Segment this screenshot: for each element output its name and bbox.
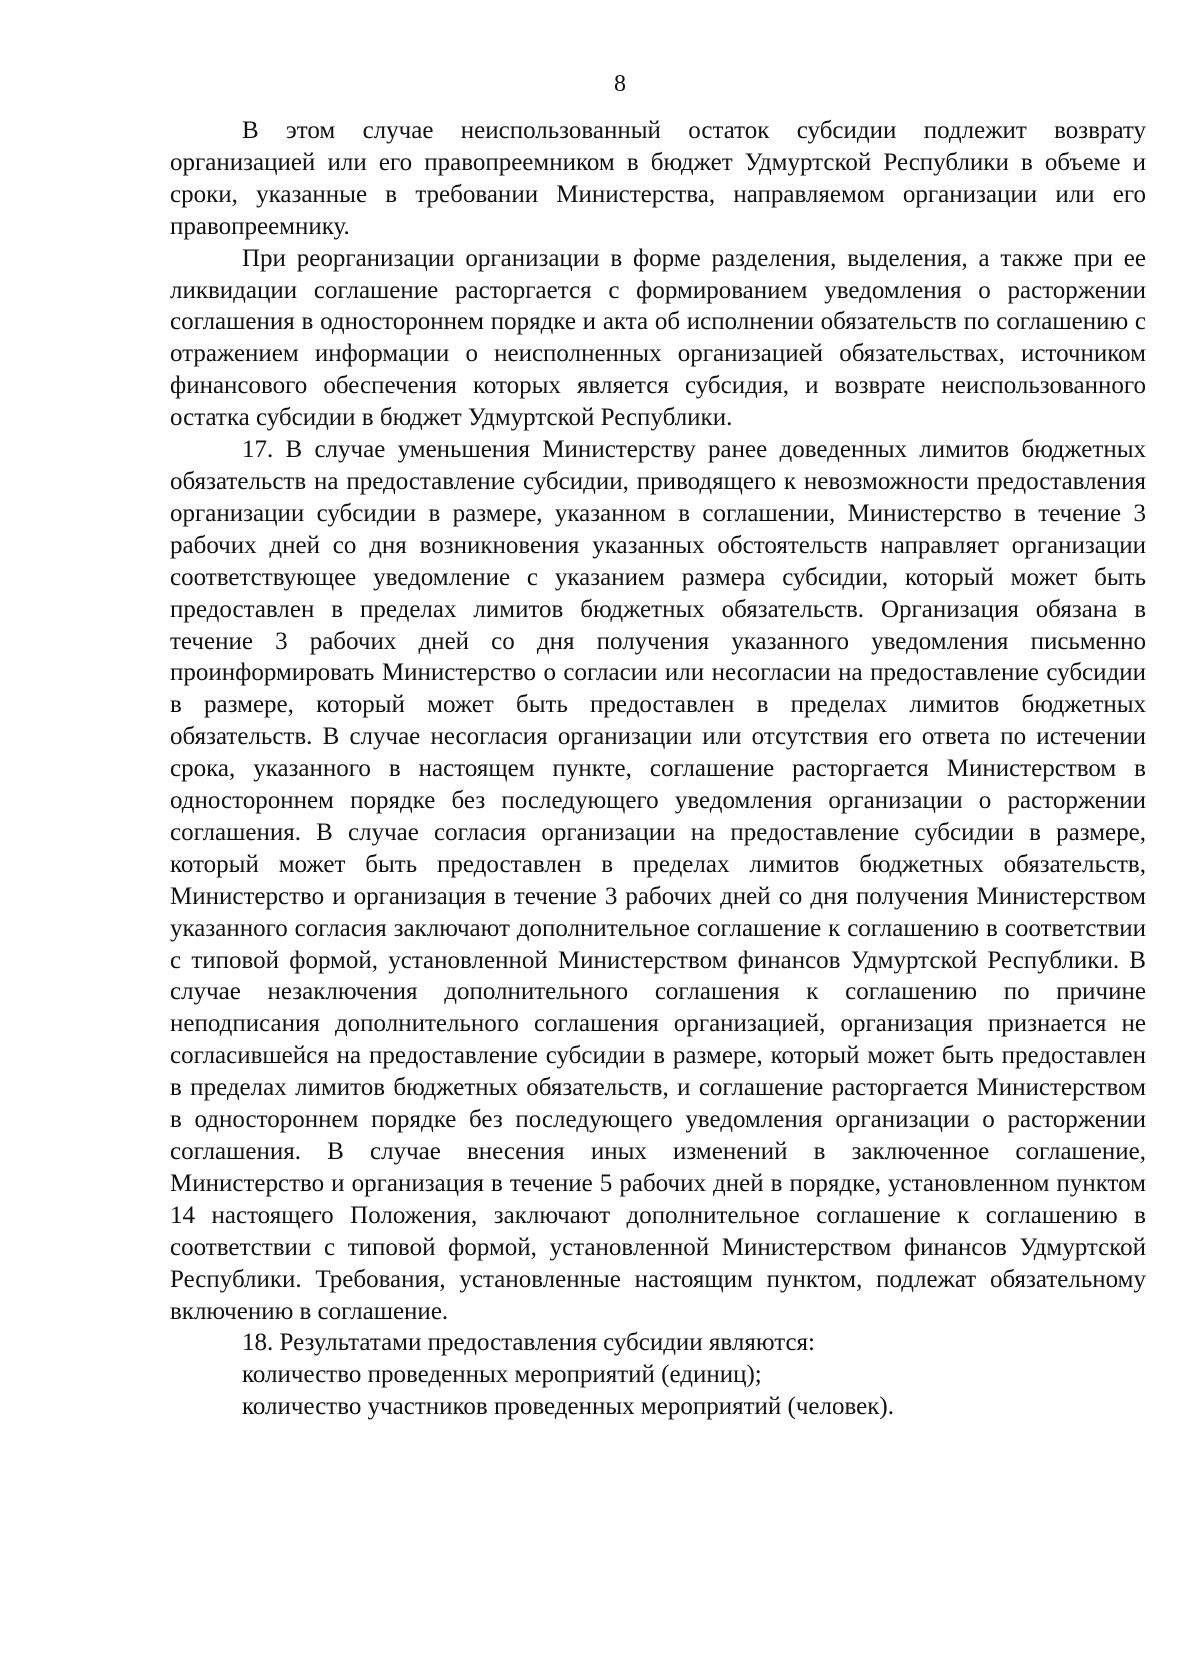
paragraph-item-18: 18. Результатами предоставления субсидии являются: [242,1329,815,1357]
paragraph-reorganization: При реорганизации организации в форме разделения, выделения, а также при ее ликвидации соглашение расторгается с формированием уведомления о расторжении соглашения в одностороннем порядке и акта об исполнении обязательств по соглашению с отражением информации о неисполненных организацией обязательствах, источником финансового обеспечения которых является субсидия, и возврате неиспользованного остатка субсидии в бюджет Удмуртской Республики. [170,244,1146,432]
page-number: 8 [614,71,626,97]
list-item-participants-count: количество участников проведенных мероприятий (человек). [242,1393,894,1421]
document-body [170,115,1146,1423]
paragraph-remainder-return: В этом случае неиспользованный остаток субсидии подлежит возврату организацией или его правопреемником в бюджет Удмуртской Республики в объеме и сроки, указанные в требовании Министерства, направляемом организации или его правопреемнику. [170,117,1146,240]
list-item-events-count: количество проведенных мероприятий (единиц); [242,1361,762,1389]
paragraph-item-17: 17. В случае уменьшения Министерству ранее доведенных лимитов бюджетных обязательств на предоставление субсидии, приводящего к невозможности предоставления организации субсидии в размере, указанном в соглашении, Министерство в течение 3 рабочих дней со дня возникновения указанных обстоятельств направляет организации соответствующее уведомление с указанием размера субсидии, который может быть предоставлен в пределах лимитов бюджетных обязательств. Организация обязана в течение 3 рабочих дней со дня получения указанного уведомления письменно проинформировать Министерство о согласии или несогласии на предоставление субсидии в размере, который может быть предоставлен в пределах лимитов бюджетных обязательств. В случае несогласия организации или отсутствия его ответа по истечении срока, указанного в настоящем пункте, соглашение расторгается Министерством в одностороннем порядке без последующего уведомления организации о расторжении соглашения. В случае согласия организации на предоставление субсидии в размере, который может быть предоставлен в пределах лимитов бюджетных обязательств, Министерство и организация в течение 3 рабочих дней со дня получения Министерством указанного согласия заключают дополнительное соглашение к соглашению в соответствии с типовой формой, установленной Министерством финансов Удмуртской Республики. В случае незаключения дополнительного соглашения к соглашению по причине неподписания дополнительного соглашения организацией, организация признается не согласившейся на предоставление субсидии в размере, который может быть предоставлен в пределах лимитов бюджетных обязательств, и соглашение расторгается Министерством в одностороннем порядке без последующего уведомления организации о расторжении соглашения. В случае внесения иных изменений в заключенное соглашение, Министерство и организация в течение 5 рабочих дней в порядке, установленном пунктом 14 настоящего Положения, заключают дополнительное соглашение к соглашению в соответствии с типовой формой, установленной Министерством финансов Удмуртской Республики. Требования, установленные настоящим пунктом, подлежат обязательному включению в соглашение. [170,436,1146,1325]
